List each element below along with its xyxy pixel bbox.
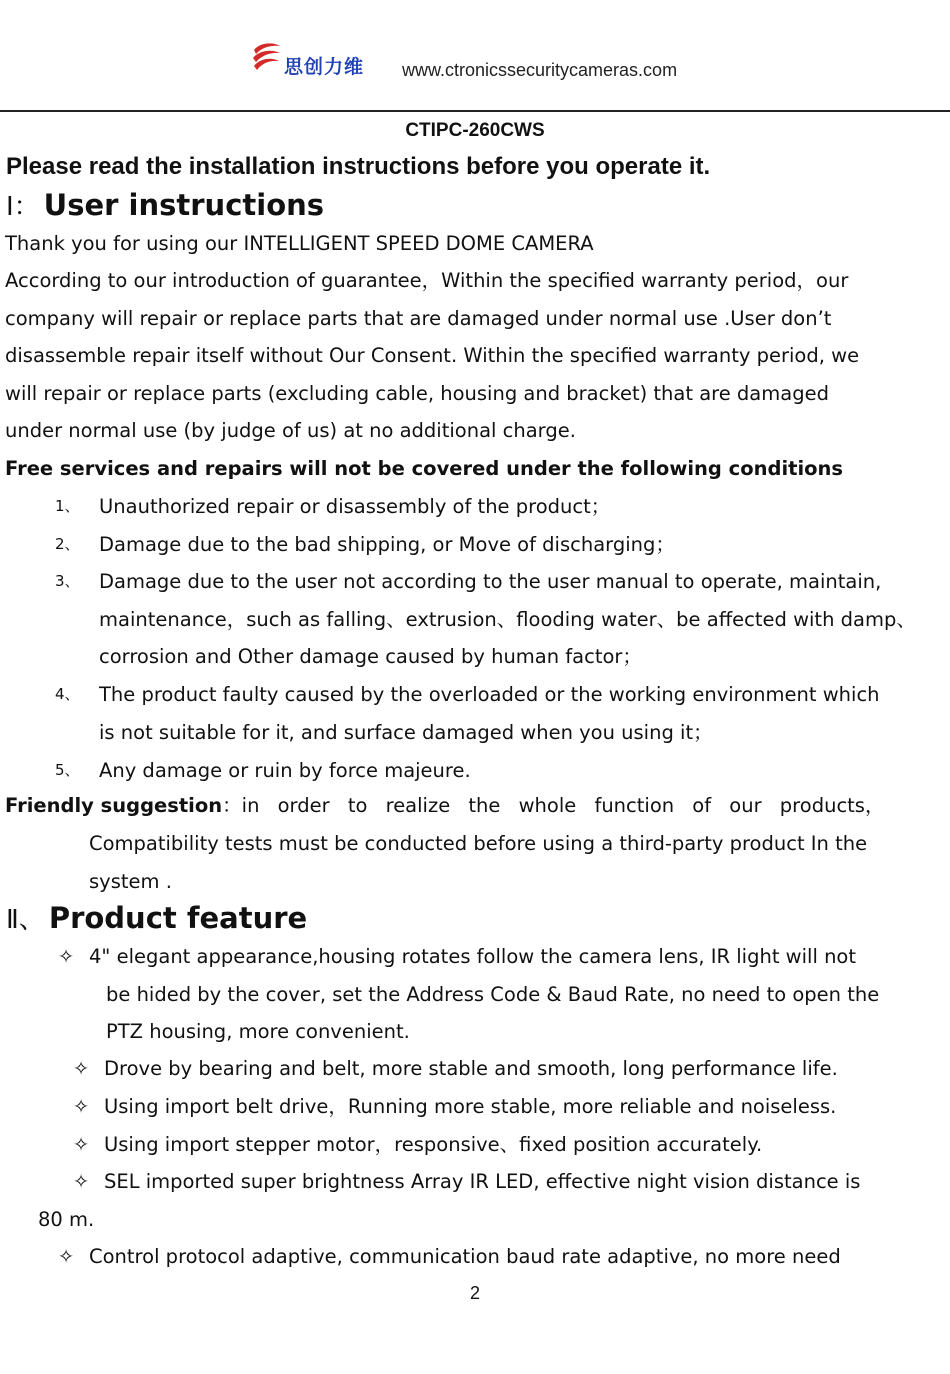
section-heading-product-feature — [6, 899, 307, 936]
condition-number: 1、 — [55, 497, 80, 515]
sparkle-bullet-icon: ✧ — [72, 1095, 90, 1118]
condition-line: Damage due to the bad shipping, or Move of discharging； — [99, 533, 675, 556]
warranty-line: will repair or replace parts (excluding cable, housing and bracket) that are damaged — [5, 381, 829, 405]
feature-line: SEL imported super brightness Array IR LED, effective night vision distance is — [104, 1170, 861, 1193]
feature-line: Using import stepper motor，responsive、fixed position accurately. — [104, 1133, 763, 1156]
intro-line: Thank you for using our INTELLIGENT SPEED DOME CAMERA — [5, 232, 594, 255]
condition-line: Damage due to the user not according to the user manual to operate, maintain, — [99, 570, 882, 593]
sparkle-bullet-icon: ✧ — [72, 1170, 90, 1193]
feature-line: 4" elegant appearance,housing rotates follow the camera lens, IR light will not — [89, 945, 857, 968]
section-title: User instructions — [43, 188, 325, 222]
feature-line: PTZ housing, more convenient. — [106, 1020, 410, 1043]
feature-line-first — [70, 1088, 945, 1126]
condition-line: is not suitable for it, and surface damaged when you using it； — [99, 720, 713, 744]
warranty-paragraph — [5, 262, 945, 450]
condition-number: 3、 — [55, 572, 80, 590]
page-header — [0, 0, 950, 112]
feature-line: Using import belt drive，Running more stable, more reliable and noiseless. — [104, 1095, 837, 1118]
feature-line: be hided by the cover, set the Address Code & Baud Rate, no need to open the — [106, 982, 880, 1006]
sparkle-bullet-icon: ✧ — [57, 945, 75, 968]
sparkle-bullet-icon: ✧ — [57, 1245, 75, 1268]
feature-line-first — [55, 938, 945, 976]
website-url[interactable]: www.ctronicssecuritycameras.com — [402, 60, 678, 80]
conditions-heading — [5, 450, 945, 488]
feature-line-first — [55, 1238, 945, 1276]
feature-item — [55, 1238, 945, 1276]
lead-instruction: Please read the installation instructions before you operate it. — [6, 153, 711, 180]
friendly-line: Compatibility tests must be conducted before using a third-party product In the — [89, 832, 868, 855]
section-heading-user-instructions — [6, 186, 324, 223]
warranty-line: disassemble repair itself without Our Consent. Within the specified warranty period, we — [5, 344, 860, 368]
friendly-suggestion — [5, 787, 945, 901]
feature-item — [55, 938, 945, 1051]
logo-text: 思创力维 — [284, 56, 365, 78]
warranty-line: company will repair or replace parts that are damaged under normal use .User don’t — [5, 306, 832, 330]
condition-line: corrosion and Other damage caused by human factor； — [99, 645, 642, 668]
condition-number: 2、 — [55, 535, 80, 553]
friendly-first-line — [5, 787, 945, 825]
page-number: 2 — [469, 1283, 480, 1303]
section-title: Product feature — [48, 901, 308, 935]
feature-line-first — [70, 1050, 945, 1088]
feature-line: 80 m. — [38, 1207, 95, 1231]
warranty-line: According to our introduction of guarantee，Within the specified warranty period，our — [5, 269, 849, 292]
condition-line: Unauthorized repair or disassembly of the product； — [99, 495, 611, 518]
sparkle-bullet-icon: ✧ — [72, 1057, 90, 1080]
feature-line: Drove by bearing and belt, more stable and smooth, long performance life. — [104, 1057, 838, 1080]
friendly-line: system . — [89, 870, 172, 893]
feature-item — [70, 1126, 945, 1164]
feature-line-first — [38, 1163, 945, 1201]
feature-item — [70, 1050, 945, 1088]
feature-line: Control protocol adaptive, communication baud rate adaptive, no more need — [89, 1245, 841, 1268]
section-number: Ⅰ： — [6, 192, 40, 222]
warranty-line: under normal use (by judge of us) at no additional charge. — [5, 419, 576, 443]
friendly-label: Friendly suggestion — [5, 794, 223, 817]
header-divider — [0, 110, 950, 112]
condition-number: 4、 — [55, 685, 80, 703]
condition-number: 5、 — [55, 761, 80, 779]
feature-item — [70, 1088, 945, 1126]
condition-line: maintenance，such as falling、extrusion、flooding water、be affected with damp、 — [99, 607, 916, 631]
conditions-heading-text: Free services and repairs will not be covered under the following conditions — [5, 457, 844, 480]
intro-paragraph — [5, 225, 945, 263]
friendly-text: ：in order to realize the whole function of our products， — [222, 794, 885, 817]
feature-item — [38, 1163, 945, 1238]
company-logo — [250, 40, 370, 80]
sparkle-bullet-icon: ✧ — [72, 1133, 90, 1156]
condition-line: Any damage or ruin by force majeure. — [99, 759, 471, 782]
condition-line: The product faulty caused by the overloaded or the working environment which — [99, 683, 880, 706]
model-number: CTIPC-260CWS — [405, 120, 545, 141]
logo-swirl-icon — [250, 40, 282, 76]
feature-line-first — [70, 1126, 945, 1164]
section-number: Ⅱ、 — [6, 905, 45, 935]
